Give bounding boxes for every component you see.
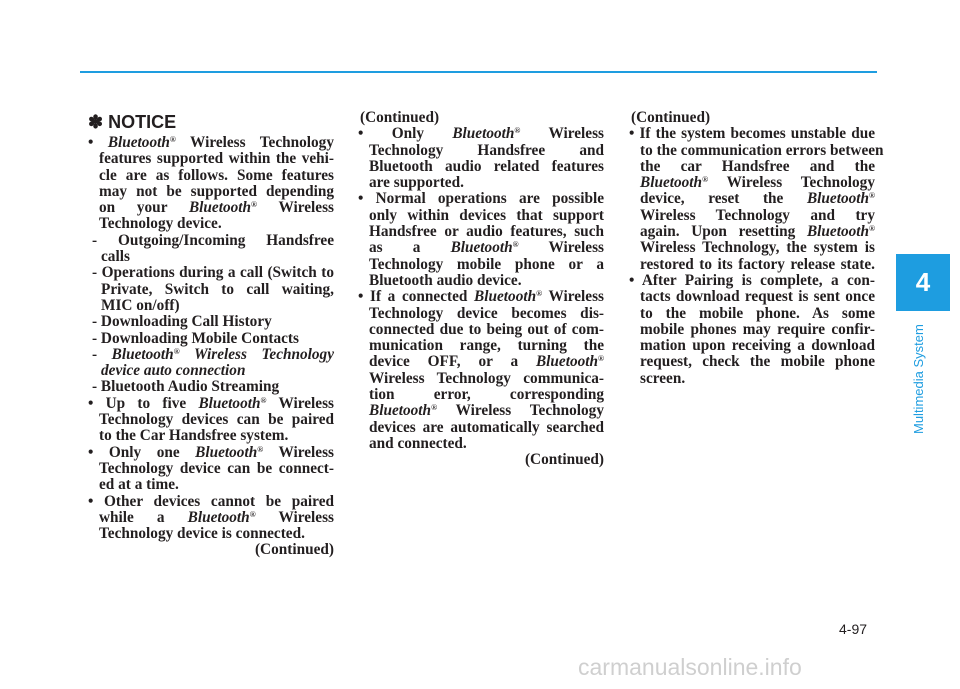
text-line: • After Pairing is complete, a con- [629, 271, 875, 289]
text-line: Bluetooth® Wireless Technology [640, 174, 875, 192]
text-line: - Bluetooth® Wireless Technology [92, 345, 334, 363]
chapter-tab[interactable] [896, 254, 950, 311]
text-line: • If a connected Bluetooth® Wireless [358, 288, 604, 306]
text-line: to the Car Handsfree system. [99, 427, 289, 445]
text-line: and connected. [369, 434, 467, 452]
text-line: Wireless Technology and try [640, 206, 875, 224]
text-line: tacts download request is sent once [640, 288, 875, 306]
text-line: are supported. [369, 174, 464, 192]
text-line: to the communication errors between [640, 141, 884, 159]
text-line: device auto connection [101, 362, 246, 380]
text-line: on your Bluetooth® Wireless [99, 199, 334, 217]
header-rule [80, 71, 877, 73]
text-line: the car Handsfree and the [640, 157, 875, 175]
text-line: again. Upon resetting Bluetooth® [640, 223, 876, 241]
column-3 [629, 109, 884, 387]
notice-heading [88, 112, 334, 132]
text-line: Private, Switch to call waiting, [101, 280, 334, 298]
text-line: tion error, corresponding [369, 386, 604, 404]
text-line: to the mobile phone. As some [640, 304, 875, 322]
text-line: mation upon receiving a download [640, 337, 875, 355]
text-line: Technology device. [99, 215, 222, 233]
text-line: features supported within the vehi- [99, 150, 334, 168]
continued-label: (Continued) [631, 109, 711, 126]
text-line: only within devices that support [369, 206, 604, 224]
text-line: • Bluetooth® Wireless Technology [88, 134, 334, 151]
column-1 [88, 112, 334, 559]
text-line: screen. [640, 369, 686, 387]
text-line: • Other devices cannot be paired [88, 492, 334, 510]
text-line: may not be supported depending [99, 182, 334, 200]
text-line: Technology devices can be paired [99, 411, 334, 429]
text-line: • Up to five Bluetooth® Wireless [88, 394, 334, 412]
text-line: Technology device can be connect- [99, 459, 334, 477]
text-line: • If the system becomes unstable due [629, 125, 875, 143]
text-line: as a Bluetooth® Wireless [369, 239, 605, 257]
watermark: carmanualsonline.info [578, 654, 802, 680]
text-line: Wireless Technology, the system is [640, 239, 875, 257]
text-line: - Downloading Call History [92, 313, 272, 331]
text-line: mobile phones may require confir- [640, 320, 875, 338]
text-line: Wireless Technology communica- [369, 369, 604, 387]
text-line: Technology device becomes dis- [369, 304, 604, 322]
text-line: Technology mobile phone or a [369, 255, 604, 273]
text-line: connected due to being out of com- [369, 320, 604, 338]
text-line: - Bluetooth Audio Streaming [92, 378, 280, 396]
text-line: while a Bluetooth® Wireless [99, 508, 334, 526]
text-line: Technology Handsfree and [369, 141, 604, 159]
text-line: • Only Bluetooth® Wireless [358, 125, 604, 143]
text-line: device OFF, or a Bluetooth® [369, 353, 604, 371]
text-line: - Downloading Mobile Contacts [92, 329, 299, 347]
text-line: calls [101, 248, 130, 266]
text-line: restored to its factory release state. [640, 255, 875, 273]
text-line: • Only one Bluetooth® Wireless [88, 443, 334, 461]
text-line: cle are as follows. Some features [99, 166, 334, 184]
text-line: - Operations during a call (Switch to [92, 264, 334, 282]
text-line: Handsfree or audio features, such [369, 223, 604, 241]
text-line: devices are automatically searched [369, 418, 604, 436]
notice-symbol: ✽ [88, 112, 104, 132]
text-line: - Outgoing/Incoming Handsfree [92, 231, 334, 249]
text-line: device, reset the Bluetooth® [640, 190, 875, 208]
continued-label: (Continued) [524, 451, 604, 469]
text-line: munication range, turning the [369, 337, 604, 355]
text-line: Bluetooth® Wireless Technology [369, 402, 604, 420]
text-line: Bluetooth audio device. [369, 271, 522, 289]
notice-label: NOTICE [108, 112, 177, 132]
text-line: • Normal operations are possible [358, 190, 604, 208]
page-number: 4-97 [839, 621, 868, 637]
text-line: Technology device is connected. [99, 525, 305, 543]
chapter-number: 4 [915, 267, 931, 297]
text-line: ed at a time. [99, 476, 179, 494]
continued-label: (Continued) [360, 109, 440, 126]
continued-label: (Continued) [254, 541, 334, 559]
column-2 [358, 110, 604, 469]
text-line: Bluetooth audio related features [369, 157, 604, 175]
text-line: MIC on/off) [101, 296, 180, 314]
text-line: request, check the mobile phone [640, 353, 875, 371]
